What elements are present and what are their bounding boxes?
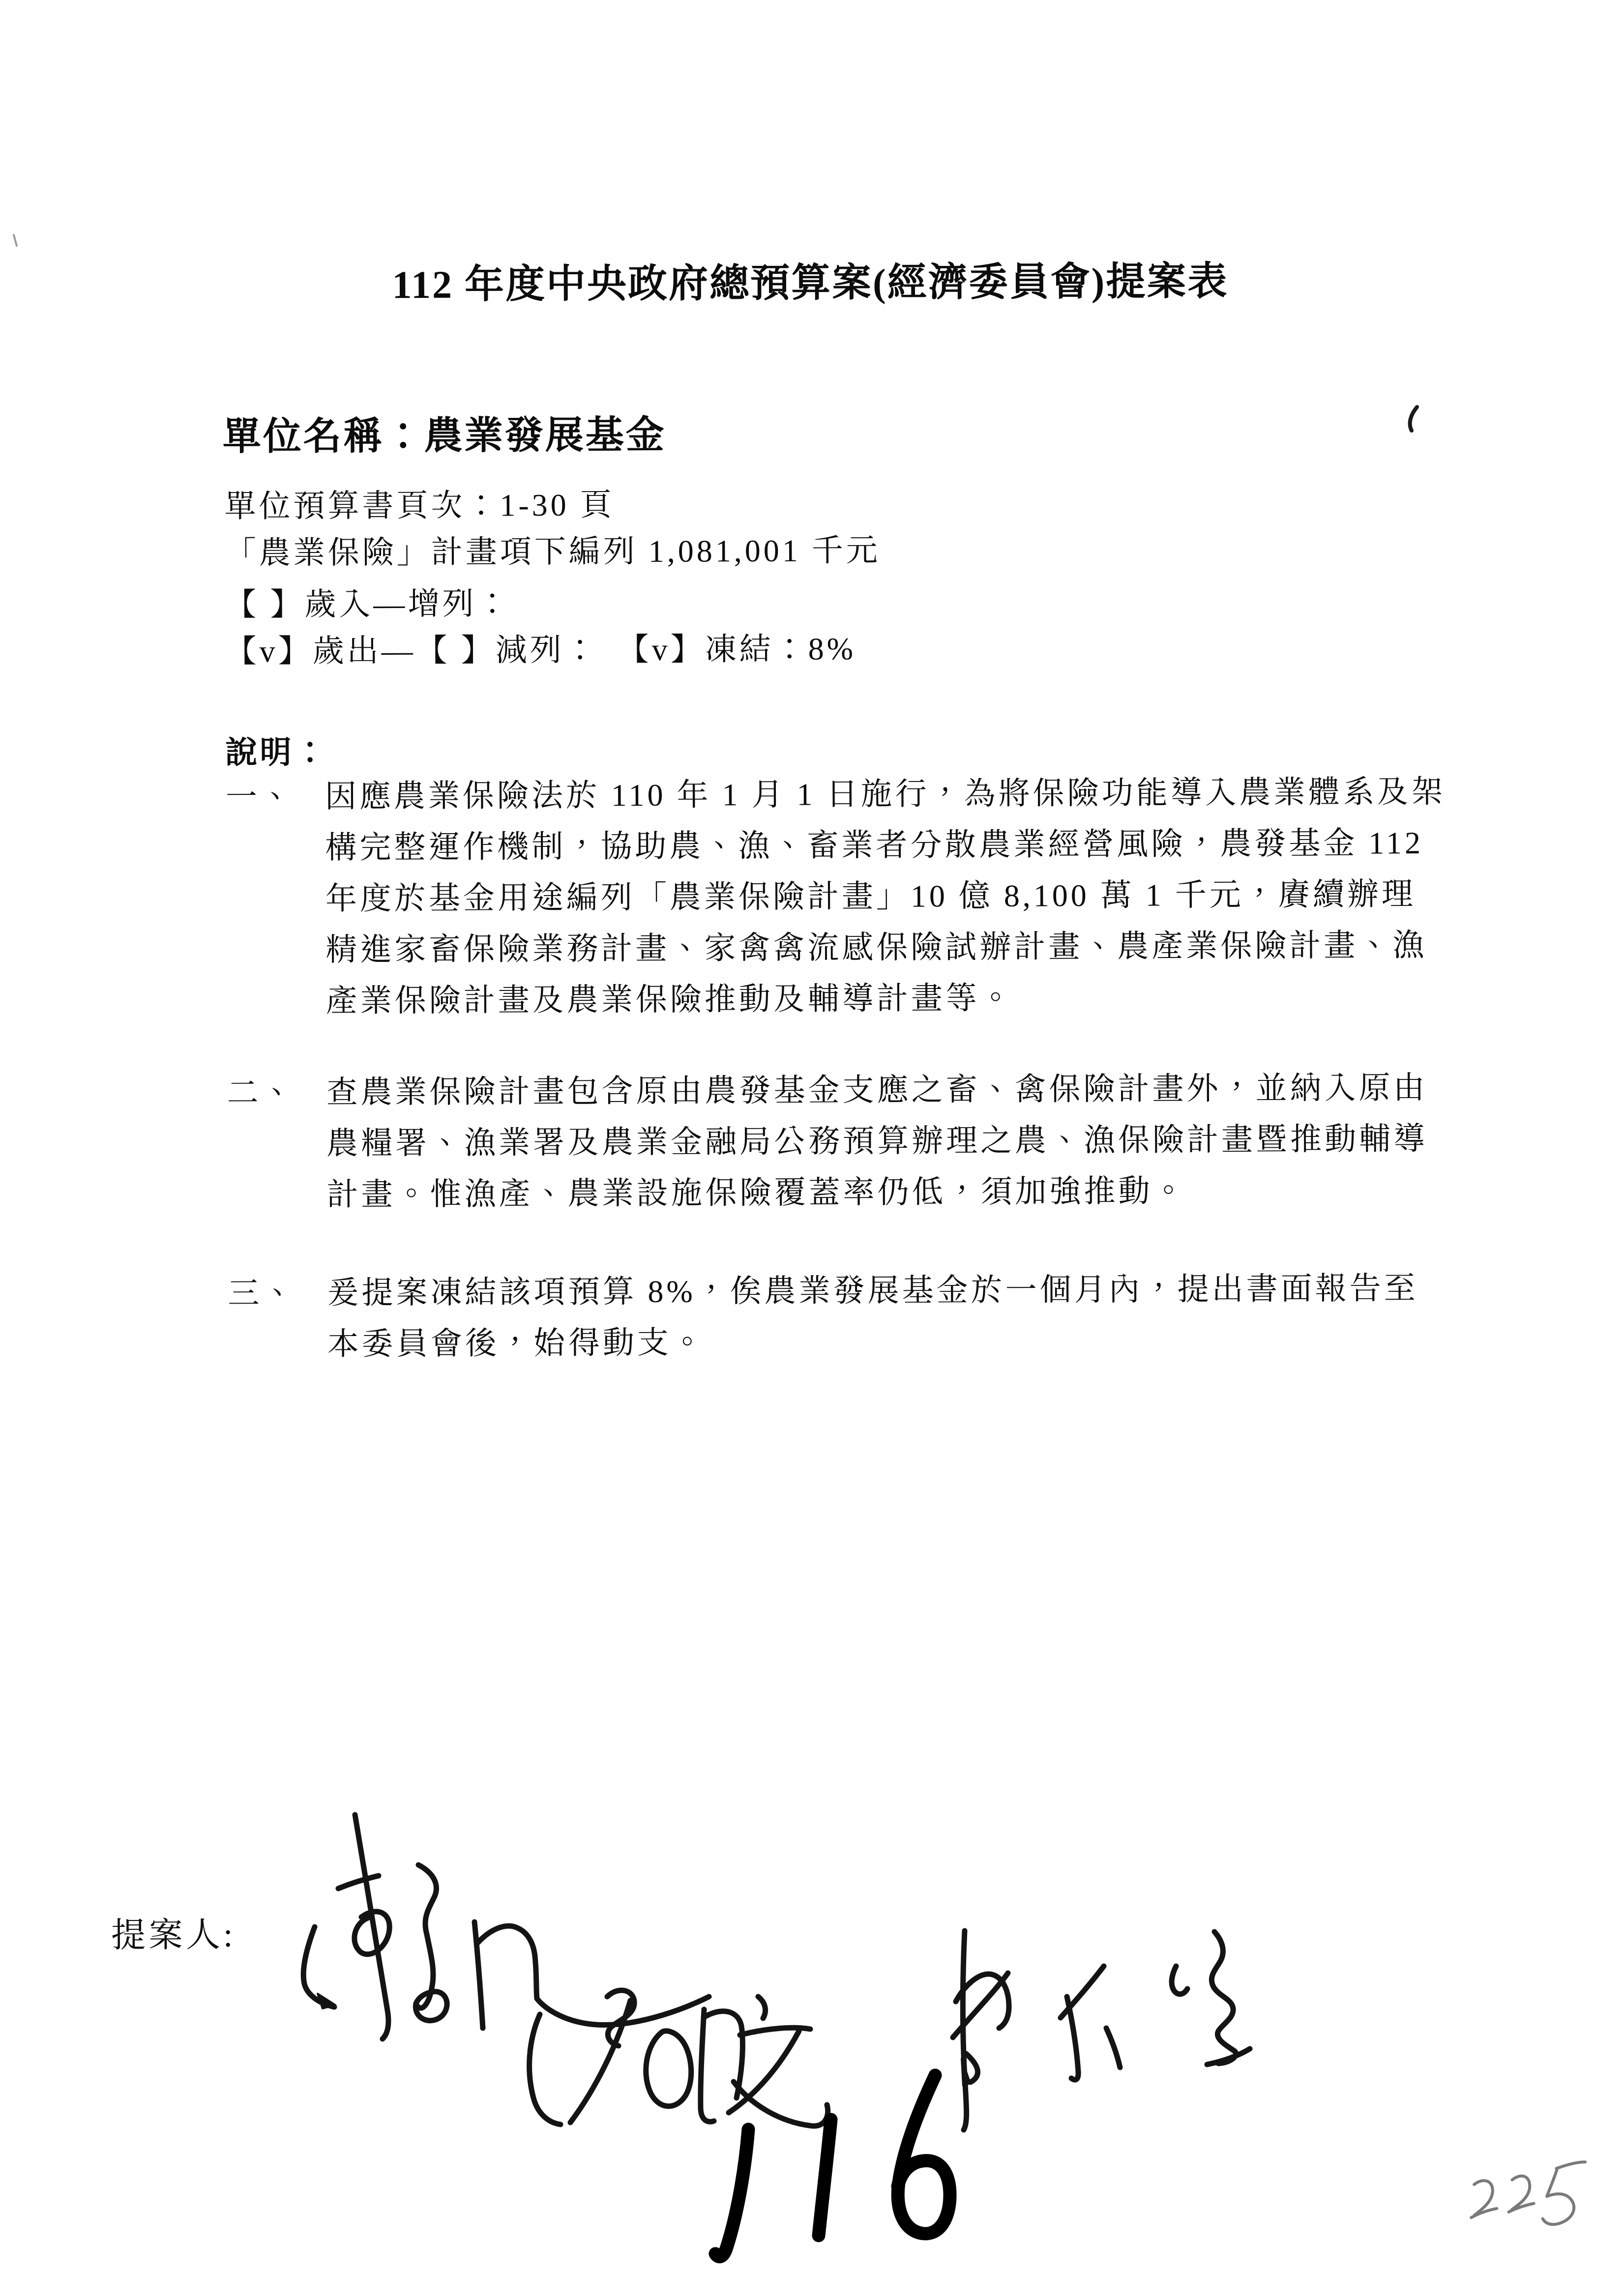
- item-3-line-1: 爰提案凍結該項預算 8%，俟農業發展基金於一個月內，提出書面報告至: [327, 1271, 1418, 1310]
- item-1-number: 一、: [225, 779, 295, 814]
- item-2-number: 二、: [227, 1075, 296, 1110]
- expenditure-checkbox-line: 【v】歲出—【 】減列： 【v】凍結：8%: [225, 631, 856, 669]
- item-3-number: 三、: [228, 1276, 297, 1311]
- unit-name-heading: 單位名稱：農業發展基金: [222, 413, 666, 458]
- item-3-line-2: 本委員會後，始得動支。: [327, 1325, 706, 1362]
- explanation-label: 說明：: [225, 734, 329, 770]
- item-1-line-3: 年度於基金用途編列「農業保險計畫」10 億 8,100 萬 1 千元，賡續辦理: [325, 876, 1416, 916]
- budget-amount-line: 「農業保險」計畫項下編列 1,081,001 千元: [224, 532, 881, 571]
- revenue-checkbox-line: 【 】歲入—增列：: [225, 586, 511, 622]
- item-1-line-4: 精進家畜保險業務計畫、家禽禽流感保險試辦計畫、農產業保險計畫、漁: [325, 928, 1427, 967]
- proposer-label: 提案人:: [111, 1916, 236, 1955]
- budget-book-page-range: 單位預算書頁次：1-30 頁: [224, 487, 615, 524]
- item-2-line-3: 計畫。惟漁產、農業設施保險覆蓋率仍低，須加強推動。: [326, 1173, 1187, 1212]
- item-2-line-1: 查農業保險計畫包含原由農發基金支應之畜、禽保險計畫外，並納入原由: [326, 1070, 1428, 1110]
- item-2-line-2: 農糧署、漁業署及農業金融局公務預算辦理之農、漁保險計畫暨推動輔導: [326, 1121, 1428, 1161]
- item-1-line-5: 產業保險計畫及農業保險推動及輔導計畫等。: [325, 980, 1014, 1018]
- document-title: 112 年度中央政府總預算案(經濟委員會)提案表: [392, 260, 1229, 307]
- item-1-line-2: 構完整運作機制，協助農、漁、畜業者分散農業經營風險，農發基金 112: [325, 825, 1424, 865]
- item-1-line-1: 因應農業保險法於 110 年 1 月 1 日施行，為將保險功能導入農業體系及架: [325, 774, 1446, 814]
